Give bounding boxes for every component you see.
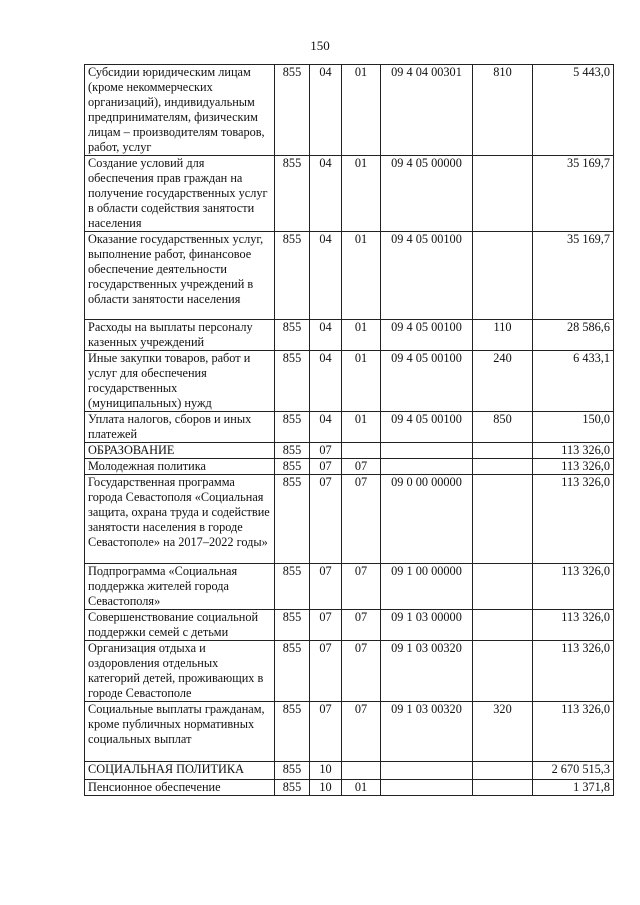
amount: 2 670 515,3 bbox=[533, 762, 614, 780]
budget-table bbox=[84, 64, 614, 796]
expense-type-code bbox=[473, 780, 533, 796]
subsection-code: 01 bbox=[342, 412, 381, 443]
subsection-code: 07 bbox=[342, 702, 381, 762]
section-code: 04 bbox=[310, 232, 342, 320]
target-code: 09 1 03 00000 bbox=[381, 610, 473, 641]
row-name: ОБРАЗОВАНИЕ bbox=[85, 443, 275, 459]
amount: 28 586,6 bbox=[533, 320, 614, 351]
subsection-code: 07 bbox=[342, 459, 381, 475]
expense-type-code bbox=[473, 232, 533, 320]
target-code: 09 1 03 00320 bbox=[381, 641, 473, 702]
amount: 113 326,0 bbox=[533, 641, 614, 702]
section-code: 07 bbox=[310, 459, 342, 475]
row-name: Пенсионное обеспечение bbox=[85, 780, 275, 796]
ministry-code: 855 bbox=[275, 702, 310, 762]
target-code: 09 4 05 00100 bbox=[381, 412, 473, 443]
target-code bbox=[381, 459, 473, 475]
row-name: Организация отдыха и оздоровления отдельных категорий детей, проживающих в городе Севастополе bbox=[85, 641, 275, 702]
expense-type-code bbox=[473, 762, 533, 780]
row-name: Государственная программа города Севастополя «Социальная защита, охрана труда и содействие занятости населения в городе Севастополе» на 2017–2022 годы» bbox=[85, 475, 275, 564]
ministry-code: 855 bbox=[275, 762, 310, 780]
row-name: Совершенствование социальной поддержки семей с детьми bbox=[85, 610, 275, 641]
expense-type-code bbox=[473, 641, 533, 702]
ministry-code: 855 bbox=[275, 564, 310, 610]
ministry-code: 855 bbox=[275, 641, 310, 702]
ministry-code: 855 bbox=[275, 412, 310, 443]
section-code: 07 bbox=[310, 641, 342, 702]
target-code: 09 1 00 00000 bbox=[381, 564, 473, 610]
table-row bbox=[85, 610, 614, 641]
subsection-code: 01 bbox=[342, 351, 381, 412]
ministry-code: 855 bbox=[275, 475, 310, 564]
page-number: 150 bbox=[310, 38, 330, 53]
table-row bbox=[85, 762, 614, 780]
expense-type-code: 110 bbox=[473, 320, 533, 351]
row-name: Создание условий для обеспечения прав граждан на получение государственных услуг в области содействия занятости населения bbox=[85, 156, 275, 232]
amount: 6 433,1 bbox=[533, 351, 614, 412]
section-code: 04 bbox=[310, 351, 342, 412]
amount: 35 169,7 bbox=[533, 232, 614, 320]
ministry-code: 855 bbox=[275, 443, 310, 459]
ministry-code: 855 bbox=[275, 65, 310, 156]
section-code: 04 bbox=[310, 65, 342, 156]
ministry-code: 855 bbox=[275, 232, 310, 320]
ministry-code: 855 bbox=[275, 459, 310, 475]
amount: 113 326,0 bbox=[533, 459, 614, 475]
expense-type-code: 850 bbox=[473, 412, 533, 443]
section-code: 10 bbox=[310, 762, 342, 780]
table-row bbox=[85, 641, 614, 702]
target-code: 09 4 05 00100 bbox=[381, 351, 473, 412]
subsection-code: 01 bbox=[342, 320, 381, 351]
target-code: 09 4 05 00000 bbox=[381, 156, 473, 232]
table-row bbox=[85, 459, 614, 475]
expense-type-code bbox=[473, 156, 533, 232]
row-name: Расходы на выплаты персоналу казенных учреждений bbox=[85, 320, 275, 351]
table-row bbox=[85, 156, 614, 232]
amount: 1 371,8 bbox=[533, 780, 614, 796]
table-row bbox=[85, 702, 614, 762]
subsection-code: 01 bbox=[342, 232, 381, 320]
subsection-code: 07 bbox=[342, 641, 381, 702]
table-row bbox=[85, 232, 614, 320]
table-row bbox=[85, 475, 614, 564]
ministry-code: 855 bbox=[275, 351, 310, 412]
ministry-code: 855 bbox=[275, 610, 310, 641]
table-row bbox=[85, 780, 614, 796]
expense-type-code: 320 bbox=[473, 702, 533, 762]
expense-type-code: 240 bbox=[473, 351, 533, 412]
expense-type-code bbox=[473, 610, 533, 641]
amount: 113 326,0 bbox=[533, 610, 614, 641]
expense-type-code bbox=[473, 475, 533, 564]
subsection-code: 07 bbox=[342, 610, 381, 641]
target-code: 09 4 05 00100 bbox=[381, 232, 473, 320]
section-code: 07 bbox=[310, 475, 342, 564]
subsection-code bbox=[342, 443, 381, 459]
table-row bbox=[85, 65, 614, 156]
row-name: Субсидии юридическим лицам (кроме некоммерческих организаций), индивидуальным предпринимателям, физическим лицам – производителям товаров, работ, услуг bbox=[85, 65, 275, 156]
target-code: 09 0 00 00000 bbox=[381, 475, 473, 564]
section-code: 07 bbox=[310, 702, 342, 762]
expense-type-code bbox=[473, 564, 533, 610]
subsection-code: 01 bbox=[342, 780, 381, 796]
row-name: Социальные выплаты гражданам, кроме публичных нормативных социальных выплат bbox=[85, 702, 275, 762]
section-code: 04 bbox=[310, 156, 342, 232]
amount: 113 326,0 bbox=[533, 564, 614, 610]
target-code bbox=[381, 780, 473, 796]
ministry-code: 855 bbox=[275, 156, 310, 232]
target-code: 09 4 05 00100 bbox=[381, 320, 473, 351]
amount: 5 443,0 bbox=[533, 65, 614, 156]
amount: 113 326,0 bbox=[533, 443, 614, 459]
target-code: 09 1 03 00320 bbox=[381, 702, 473, 762]
row-name: Молодежная политика bbox=[85, 459, 275, 475]
target-code bbox=[381, 443, 473, 459]
subsection-code: 01 bbox=[342, 156, 381, 232]
subsection-code: 07 bbox=[342, 475, 381, 564]
ministry-code: 855 bbox=[275, 780, 310, 796]
section-code: 04 bbox=[310, 320, 342, 351]
table-row bbox=[85, 351, 614, 412]
subsection-code: 07 bbox=[342, 564, 381, 610]
subsection-code bbox=[342, 762, 381, 780]
target-code bbox=[381, 762, 473, 780]
subsection-code: 01 bbox=[342, 65, 381, 156]
table-row bbox=[85, 320, 614, 351]
table-row bbox=[85, 443, 614, 459]
section-code: 07 bbox=[310, 443, 342, 459]
ministry-code: 855 bbox=[275, 320, 310, 351]
section-code: 07 bbox=[310, 610, 342, 641]
row-name: СОЦИАЛЬНАЯ ПОЛИТИКА bbox=[85, 762, 275, 780]
target-code: 09 4 04 00301 bbox=[381, 65, 473, 156]
amount: 35 169,7 bbox=[533, 156, 614, 232]
amount: 113 326,0 bbox=[533, 702, 614, 762]
expense-type-code: 810 bbox=[473, 65, 533, 156]
table-row bbox=[85, 564, 614, 610]
row-name: Оказание государственных услуг, выполнение работ, финансовое обеспечение деятельности государственных учреждений в области занятости населения bbox=[85, 232, 275, 320]
expense-type-code bbox=[473, 443, 533, 459]
row-name: Подпрограмма «Социальная поддержка жителей города Севастополя» bbox=[85, 564, 275, 610]
row-name: Иные закупки товаров, работ и услуг для обеспечения государственных (муниципальных) нужд bbox=[85, 351, 275, 412]
section-code: 10 bbox=[310, 780, 342, 796]
section-code: 07 bbox=[310, 564, 342, 610]
row-name: Уплата налогов, сборов и иных платежей bbox=[85, 412, 275, 443]
table-row bbox=[85, 412, 614, 443]
amount: 150,0 bbox=[533, 412, 614, 443]
amount: 113 326,0 bbox=[533, 475, 614, 564]
section-code: 04 bbox=[310, 412, 342, 443]
expense-type-code bbox=[473, 459, 533, 475]
